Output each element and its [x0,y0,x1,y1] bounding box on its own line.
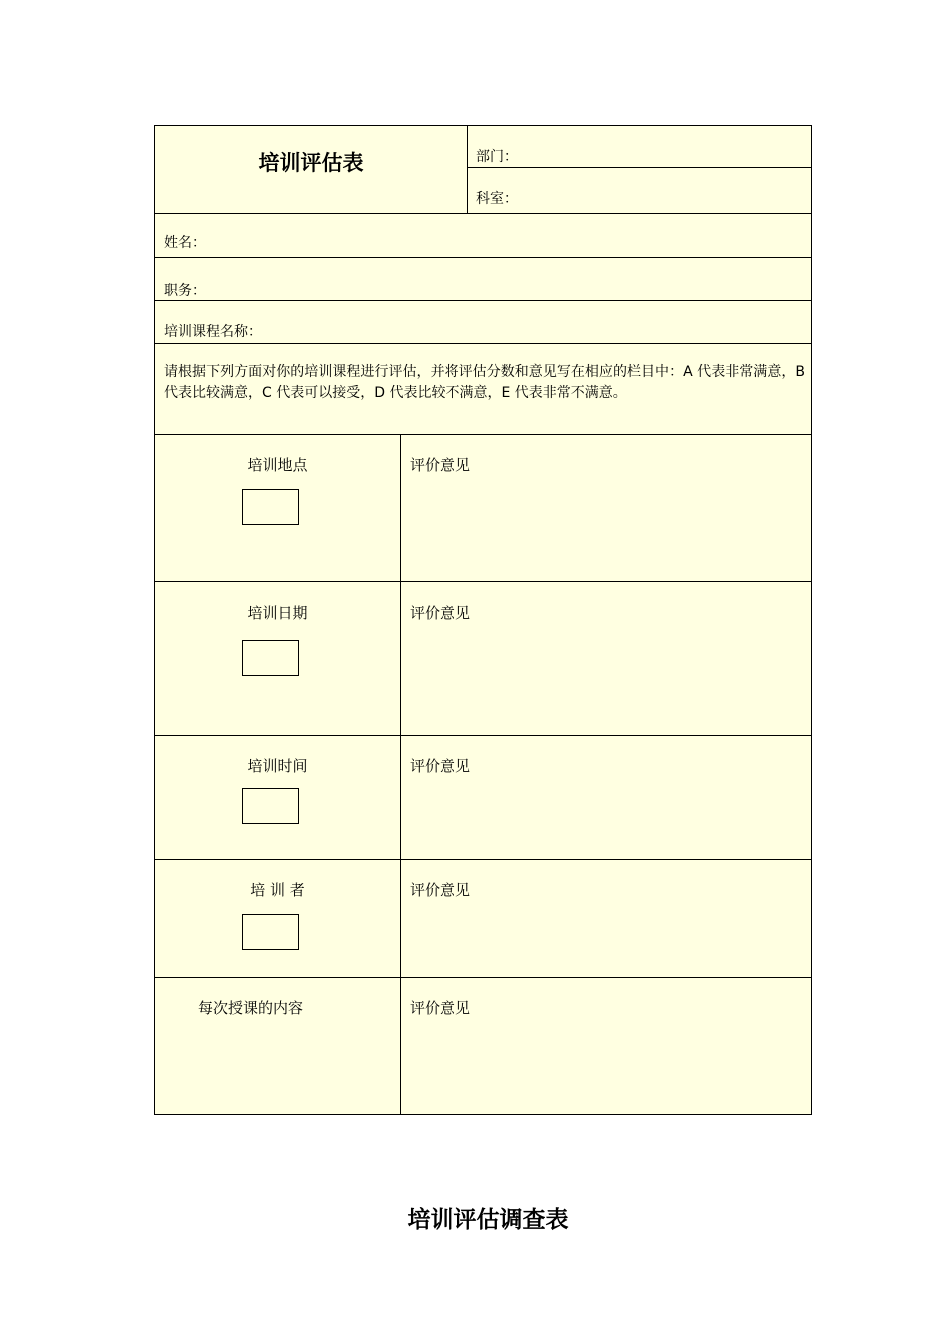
row-line [155,300,812,301]
row-line [155,343,812,344]
row-line [155,213,812,214]
score-box-training-time[interactable] [242,788,299,824]
row-line [155,977,812,978]
row-line [155,859,812,860]
item-label-trainer: 培 训 者 [250,881,305,899]
comment-label-training-date: 评价意见 [410,604,471,622]
comment-label-lesson-content: 评价意见 [410,999,471,1017]
comment-label-training-time: 评价意见 [410,757,471,775]
row-line [155,434,812,435]
header-split-line [467,167,812,168]
department-label: 部门： [476,149,518,165]
score-box-training-date[interactable] [242,640,299,676]
course-name-label: 培训课程名称： [164,324,262,340]
score-box-training-location[interactable] [242,489,299,525]
items-column-divider [400,434,401,1115]
position-label: 职务： [164,283,206,299]
name-label: 姓名： [164,235,206,251]
comment-label-trainer: 评价意见 [410,881,471,899]
score-box-trainer[interactable] [242,914,299,950]
item-label-training-date: 培训日期 [247,604,308,622]
row-line [155,581,812,582]
header-divider [467,126,468,214]
instructions-text: 请根据下列方面对你的培训课程进行评估，并将评估分数和意见写在相应的栏目中：A 代表非常满意，B 代表比较满意，C 代表可以接受，D 代表比较不满意，E 代表非常不满意。 [164,364,805,401]
comment-label-training-location: 评价意见 [410,456,471,474]
row-line [155,257,812,258]
item-label-training-time: 培训时间 [247,757,308,775]
survey-title: 培训评估调查表 [407,1206,569,1233]
training-evaluation-form [154,125,812,1115]
row-line [155,735,812,736]
item-label-training-location: 培训地点 [247,456,308,474]
form-title: 培训评估表 [258,150,364,175]
item-label-lesson-content: 每次授课的内容 [198,999,304,1017]
section-label: 科室： [476,191,518,207]
